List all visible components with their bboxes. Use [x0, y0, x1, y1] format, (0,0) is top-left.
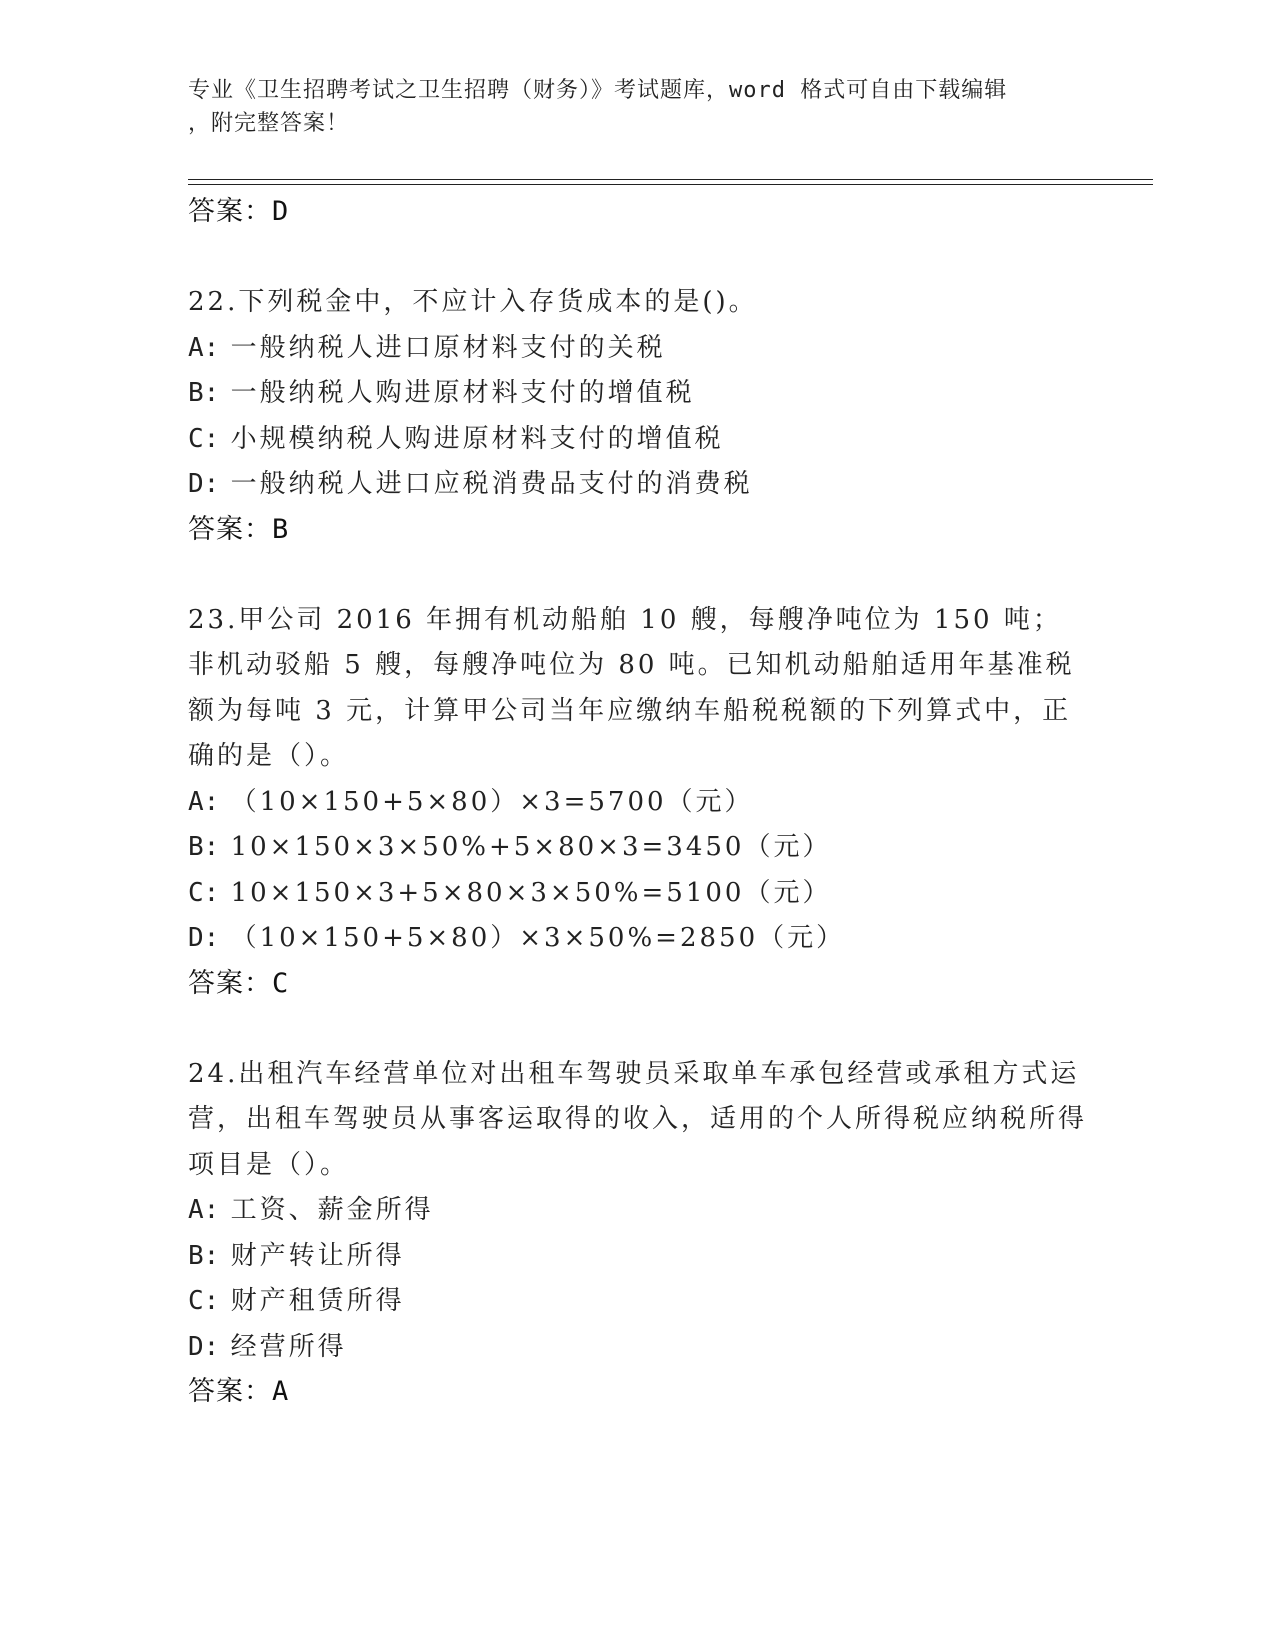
- option-a: [188, 1188, 1088, 1234]
- header-rule-bottom: [188, 184, 1153, 185]
- option-text: 10×150×3+5×80×3×50%=5100（元）: [230, 877, 832, 908]
- answer-line: [188, 962, 1088, 1006]
- answer-value: B: [272, 513, 290, 545]
- option-c: [188, 417, 1088, 463]
- answer-label: 答案：: [188, 513, 272, 545]
- answer-line: [188, 1370, 1088, 1414]
- option-text: 一般纳税人进口原材料支付的关税: [230, 332, 666, 363]
- option-letter: D:: [188, 1331, 220, 1362]
- option-letter: B:: [188, 1240, 220, 1271]
- answer-value: D: [272, 196, 290, 227]
- option-text: 财产转让所得: [230, 1240, 405, 1271]
- option-text: （10×150+5×80）×3=5700（元）: [230, 786, 754, 817]
- option-d: [188, 916, 1088, 962]
- option-b: [188, 371, 1088, 417]
- option-text: 10×150×3×50%+5×80×3=3450（元）: [230, 832, 832, 862]
- option-letter: A:: [188, 1195, 220, 1225]
- option-text: （10×150+5×80）×3×50%=2850（元）: [230, 923, 846, 953]
- option-a: [188, 780, 1088, 826]
- answer-line: [188, 508, 1088, 552]
- option-letter: C:: [188, 1286, 220, 1316]
- option-a: [188, 326, 1088, 372]
- question-stem: 24.出租汽车经营单位对出租车驾驶员采取单车承包经营或承租方式运营，出租车驾驶员从事客运取得的收入，适用的个人所得税应纳税所得项目是（）。: [188, 1058, 1088, 1180]
- option-c: [188, 1279, 1088, 1325]
- answer-label: 答案：: [188, 967, 272, 999]
- option-letter: B:: [188, 832, 220, 862]
- option-b: [188, 1234, 1088, 1280]
- option-letter: A:: [188, 332, 220, 363]
- answer-value: C: [272, 967, 290, 999]
- question-22: [188, 280, 1088, 552]
- option-d: [188, 462, 1088, 508]
- header-line-1: 专业《卫生招聘考试之卫生招聘（财务）》考试题库，word 格式可自由下载编辑: [188, 78, 1008, 103]
- question-24: [188, 1052, 1088, 1415]
- option-b: [188, 825, 1088, 871]
- header-line-2: ，附完整答案！: [188, 111, 350, 136]
- option-d: [188, 1325, 1088, 1371]
- answer-label: 答案：: [188, 1376, 272, 1407]
- document-body: [188, 190, 1088, 1414]
- question-stem: 23.甲公司 2016 年拥有机动船舶 10 艘，每艘净吨位为 150 吨；非机动驳船 5 艘，每艘净吨位为 80 吨。已知机动船舶适用年基准税额为每吨 3 元，计算甲公司当年应缴纳车船税税额的下列算式中，正确的是（）。: [188, 604, 1075, 771]
- option-letter: B:: [188, 378, 220, 408]
- page-header: [188, 74, 1088, 140]
- option-text: 小规模纳税人购进原材料支付的增值税: [230, 423, 724, 454]
- header-rule-top: [188, 179, 1153, 180]
- option-letter: C:: [188, 423, 220, 454]
- option-text: 一般纳税人购进原材料支付的增值税: [230, 378, 695, 408]
- option-letter: C:: [188, 877, 220, 908]
- option-text: 经营所得: [230, 1331, 347, 1362]
- answer-label: 答案：: [188, 196, 272, 227]
- option-letter: A:: [188, 786, 220, 817]
- option-text: 工资、薪金所得: [230, 1195, 434, 1225]
- option-text: 财产租赁所得: [230, 1286, 405, 1316]
- question-stem: 22.下列税金中，不应计入存货成本的是()。: [188, 287, 758, 317]
- option-letter: D:: [188, 469, 220, 499]
- option-letter: D:: [188, 923, 220, 953]
- option-c: [188, 871, 1088, 917]
- answer-value: A: [272, 1376, 290, 1407]
- option-text: 一般纳税人进口应税消费品支付的消费税: [230, 469, 753, 499]
- question-23: [188, 598, 1088, 1006]
- answer-line: [188, 190, 1088, 234]
